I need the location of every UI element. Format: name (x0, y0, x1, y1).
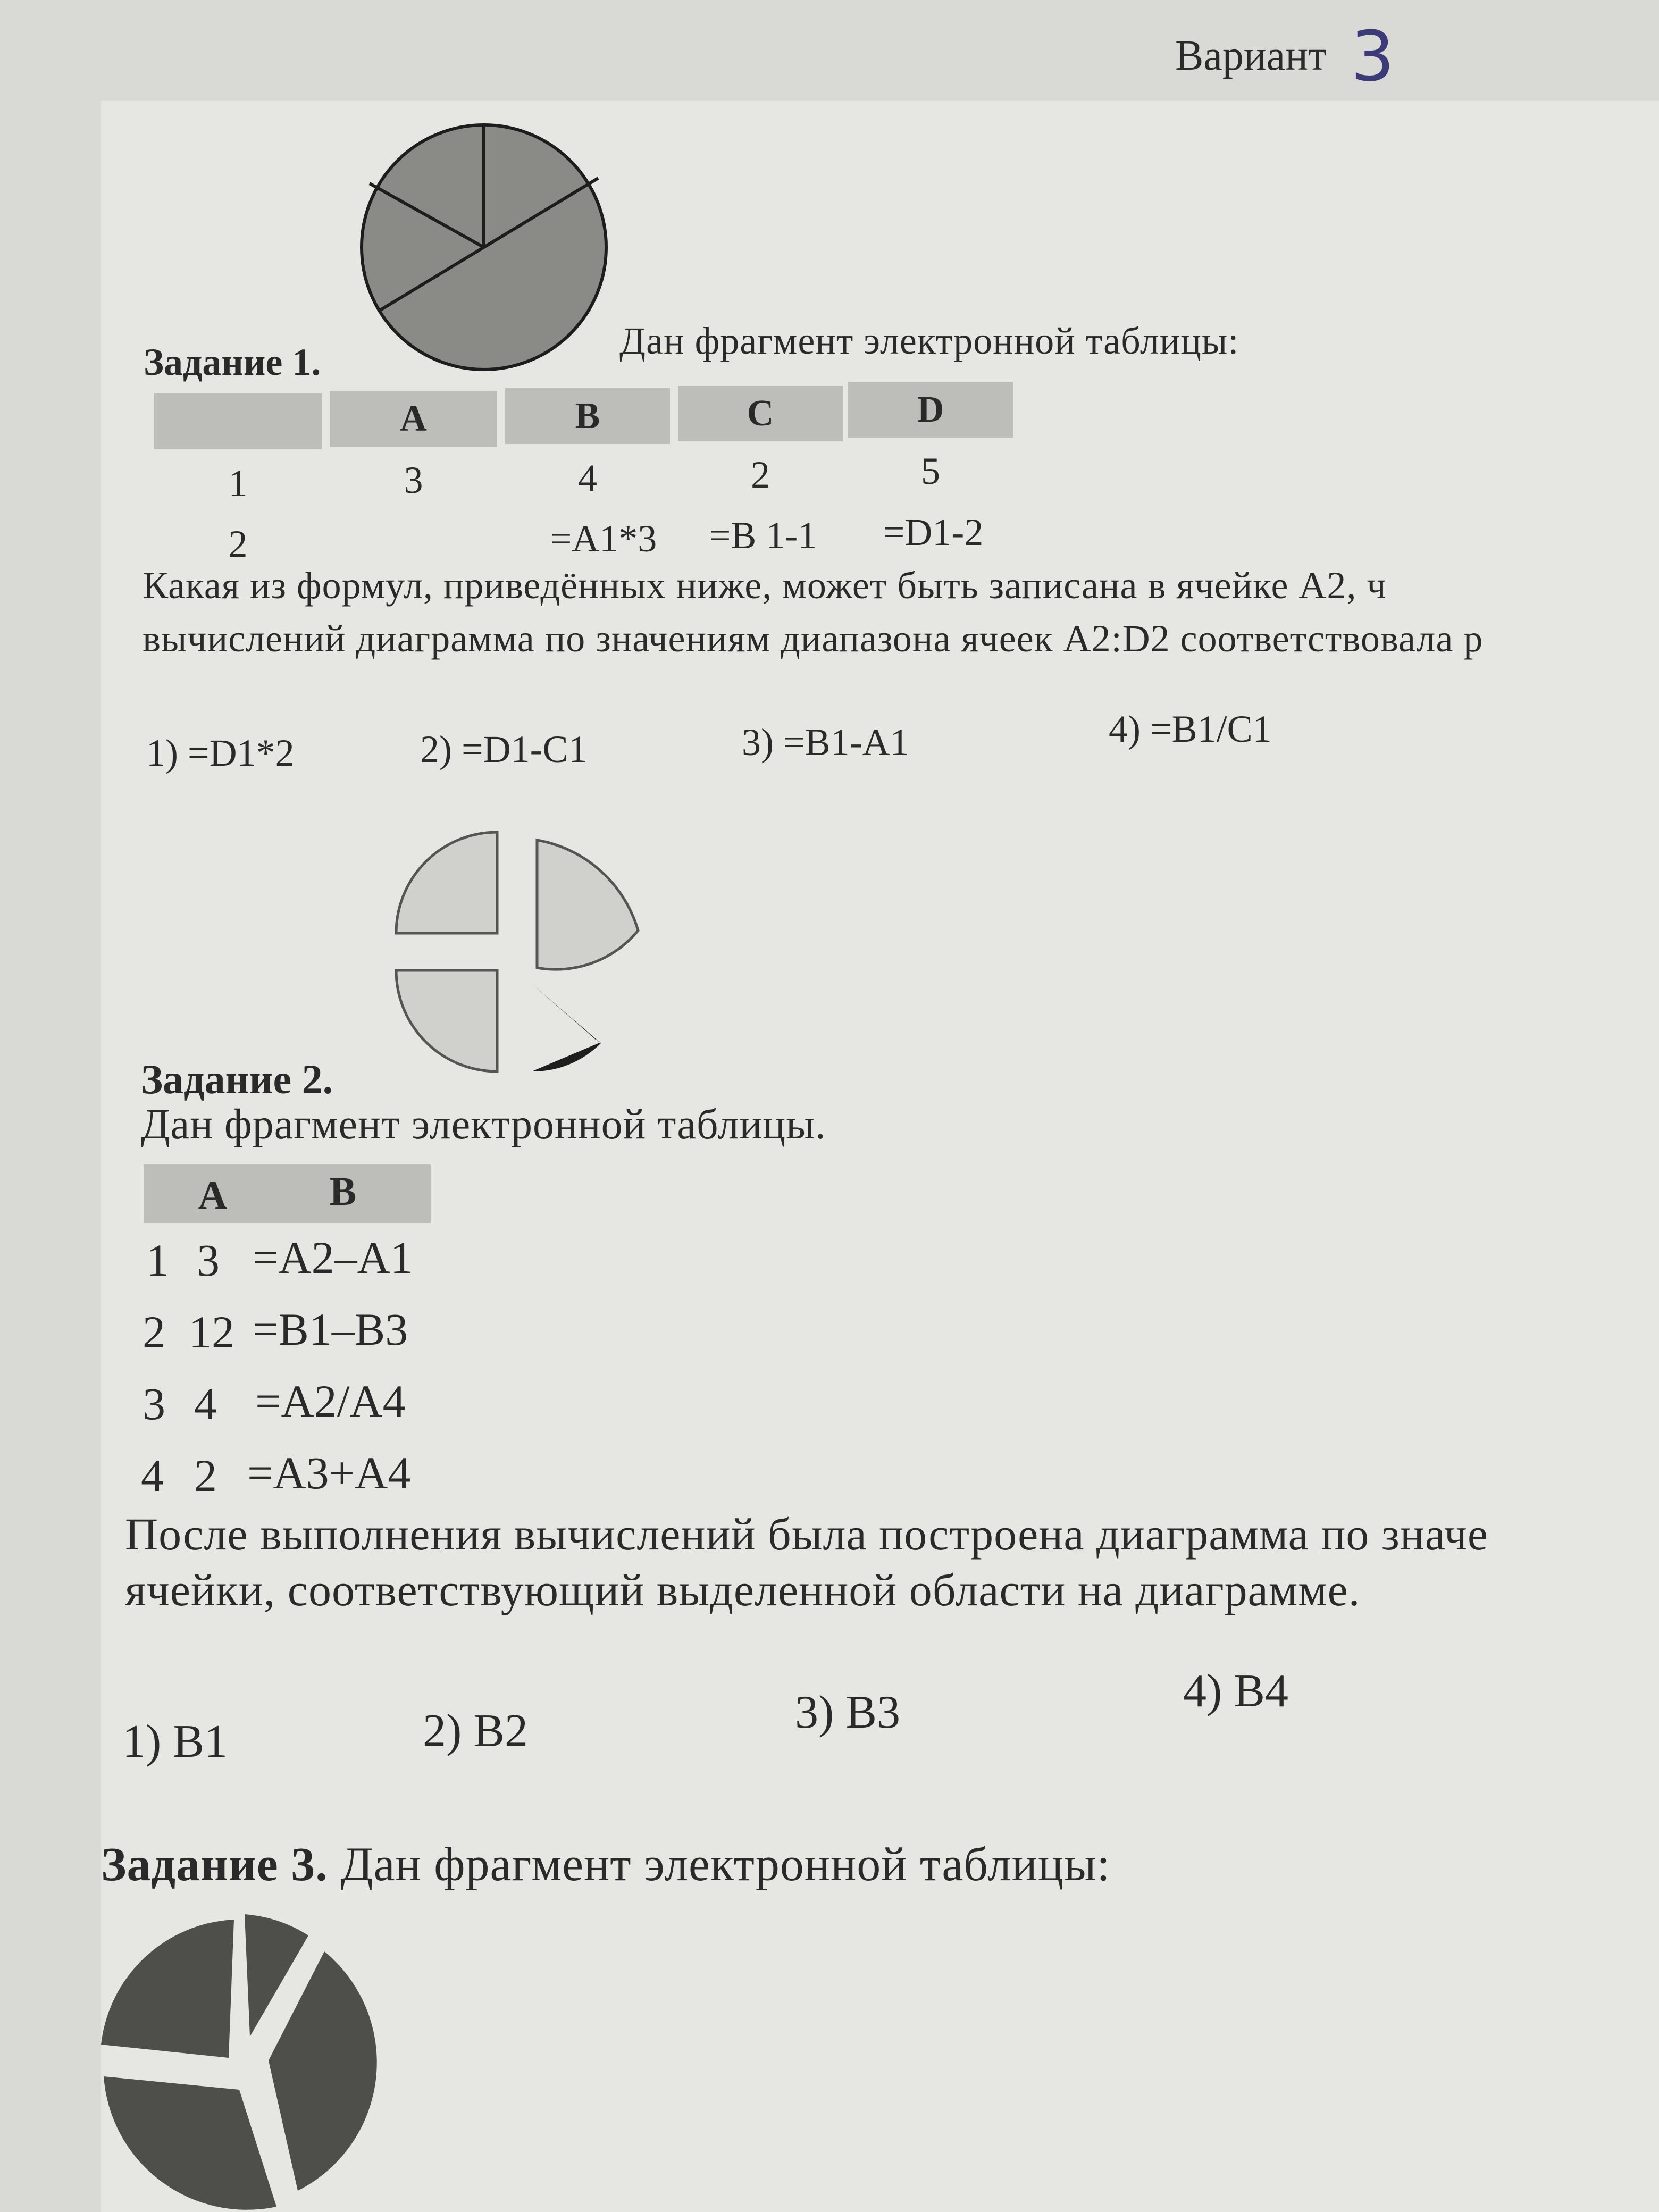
task1-col-d: D (917, 389, 944, 430)
task1-c2: =B 1-1 (709, 514, 817, 557)
task2-b1: =A2–A1 (253, 1232, 413, 1283)
task2-b4: =A3+A4 (247, 1447, 411, 1498)
task1-intro: Дан фрагмент электронной таблицы: (619, 320, 1239, 362)
task2-question-line2: ячейки, соответствующий выделенной области на диаграмме. (125, 1564, 1361, 1615)
task2-a4: 2 (194, 1450, 217, 1501)
task1-option-3: 3) =B1-A1 (742, 721, 909, 764)
task2-option-1: 1) B1 (122, 1716, 228, 1767)
task1-option-1: 1) =D1*2 (146, 732, 295, 774)
task1-option-2: 2) =D1-C1 (420, 728, 588, 770)
task1-question-line2: вычислений диаграмма по значениям диапазона ячеек A2:D2 соответствовала р (143, 617, 1484, 660)
task1-col-b: B (575, 396, 600, 437)
task2-row2-num: 2 (143, 1306, 165, 1358)
task1-corner-cell (154, 393, 322, 449)
task2-question-line1: После выполнения вычислений была построена диаграмма по значе (125, 1509, 1488, 1560)
variant-number: 3 (1351, 16, 1395, 97)
task3-title: Задание 3. (101, 1838, 328, 1891)
task1-col-a: A (400, 398, 427, 439)
task2-col-a: A (198, 1173, 228, 1218)
task2-b2: =B1–B3 (253, 1304, 408, 1355)
task1-c1: 2 (751, 454, 770, 496)
task1-title: Задание 1. (144, 341, 321, 383)
task1-question-line1: Какая из формул, приведённых ниже, может быть записана в ячейке A2, ч (143, 564, 1387, 607)
task1-row1-num: 1 (228, 462, 248, 505)
task3-intro: Дан фрагмент электронной таблицы: (340, 1838, 1111, 1891)
task1-b1: 4 (578, 457, 597, 499)
task2-row1-num: 1 (146, 1235, 169, 1286)
task2-option-3: 3) B3 (795, 1687, 900, 1738)
task1-d1: 5 (921, 450, 940, 492)
task1-col-c: C (747, 393, 774, 434)
task1-a1: 3 (404, 459, 423, 501)
task1-d2: =D1-2 (883, 511, 984, 554)
task1-option-4: 4) =B1/C1 (1109, 708, 1272, 750)
task2-row4-num: 4 (141, 1450, 164, 1501)
task2-intro: Дан фрагмент электронной таблицы. (141, 1101, 826, 1148)
task2-b3: =A2/A4 (255, 1376, 406, 1427)
task2-row3-num: 3 (143, 1378, 165, 1429)
task2-col-b: B (329, 1169, 357, 1214)
task2-option-4: 4) B4 (1183, 1665, 1288, 1717)
task1-row2-num: 2 (228, 523, 248, 565)
task2-a2: 12 (189, 1306, 234, 1358)
task3-heading (101, 1837, 1111, 1892)
variant-label: Вариант (1175, 32, 1327, 79)
task2-option-2: 2) B2 (423, 1705, 528, 1757)
task2-a3: 4 (194, 1378, 217, 1429)
task2-a1: 3 (197, 1235, 220, 1286)
task2-title: Задание 2. (141, 1056, 333, 1102)
task1-b2: =A1*3 (550, 517, 657, 560)
